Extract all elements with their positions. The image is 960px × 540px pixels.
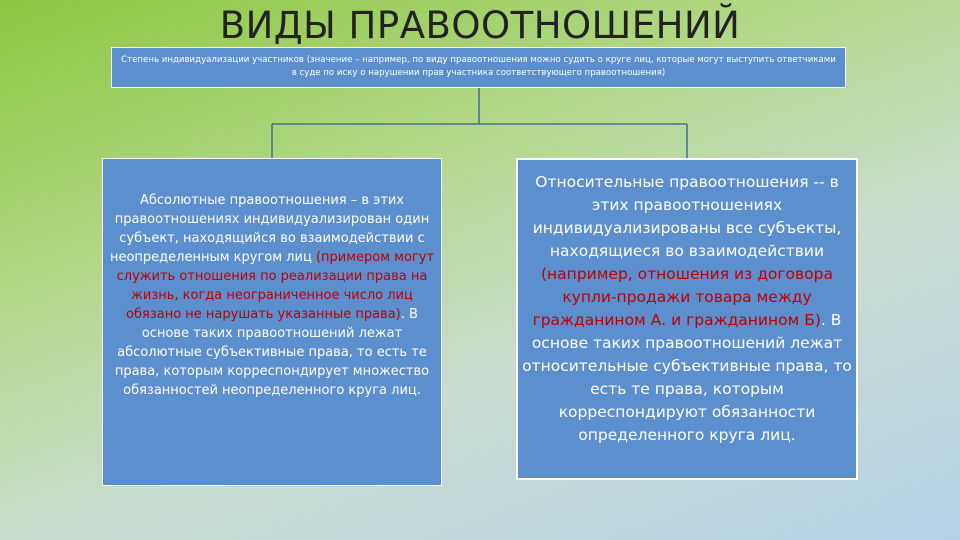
absolute-example-text: (примером могут служить отношения по реализации права на жизнь, когда неограниченное число лиц обязано не нарушать указанные права) bbox=[116, 250, 435, 322]
slide-title: ВИДЫ ПРАВООТНОШЕНИЙ bbox=[219, 4, 741, 47]
absolute-text-part3: . В основе таких правоотношений лежат абсолютные субъективные права, то есть те права, которым корреспондирует множество обязанностей неопределенного круга лиц. bbox=[114, 307, 430, 398]
relative-text-part3: . В основе таких правоотношений лежат относительные субъективные права, то есть те права, которым корреспондируют обязанности определенного круга лиц. bbox=[522, 311, 852, 444]
absolute-text-part1: Абсолютные правоотношения – в этих правоотношениях индивидуализирован один субъект, находящийся во взаимодействии с неопределенным кругом лиц bbox=[109, 193, 430, 265]
top-box-text: Степень индивидуализации участников (значение – например, по виду правоотношения можно судить о круге лиц, которые могут выступить ответчиками в суде по иску о нарушении прав участника соответствующего правоотношения) bbox=[121, 55, 836, 78]
relative-example-text: (например, отношения из договора купли-продажи товара между гражданином А. и гражданином Б) bbox=[532, 265, 833, 329]
absolute-relations-text bbox=[105, 191, 439, 400]
relative-relations-box bbox=[516, 158, 858, 480]
absolute-relations-box bbox=[102, 158, 442, 486]
relative-text-part1: Относительные правоотношения -- в этих правоотношениях индивидуализированы все субъекты, находящиеся во взаимодействии bbox=[532, 173, 842, 260]
relative-relations-text bbox=[519, 171, 855, 447]
